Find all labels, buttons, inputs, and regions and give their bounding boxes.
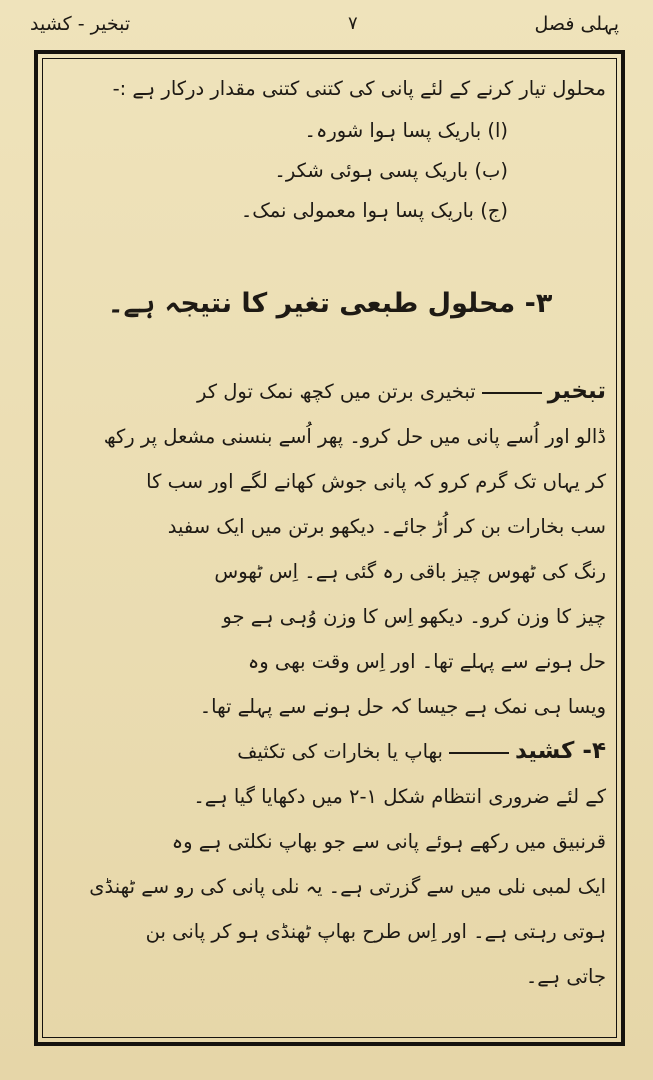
paragraph-line: کے لئے ضروری انتظام شکل ۱-۲ میں دکھایا گیا ہے۔ [193,785,606,808]
paragraph-line: بھاپ یا بخارات کی تکثیف [237,740,443,763]
paragraph-line: ہوتی رہتی ہے۔ اور اِس طرح بھاپ ٹھنڈی ہو کر پانی بن [145,920,606,943]
intro-line: محلول تیار کرنے کے لئے پانی کی کتنی کتنی مقدار درکار ہے :- [112,77,606,100]
paragraph-line: حل ہونے سے پہلے تھا۔ اور اِس وقت بھی وہ [247,650,606,673]
paragraph-line: ویسا ہی نمک ہے جیسا کہ حل ہونے سے پہلے تھا۔ [199,695,606,718]
tabkheer-paragraph-first-line [54,369,606,414]
page-number: ۷ [348,13,358,34]
running-title: تبخیر - کشید [30,13,131,35]
chapter-label: پہلی فصل [534,13,619,35]
paragraph-line: تبخیری برتن میں کچھ نمک تول کر [197,380,476,403]
kasheed-paragraph-first-line [54,729,606,774]
paragraph-line: ایک لمبی نلی میں سے گزرتی ہے۔ یہ نلی پانی کی رو سے ٹھنڈی [89,875,606,898]
paragraph-line: سب بخارات بن کر اُڑ جائے۔ دیکھو برتن میں ایک سفید [167,515,606,538]
paragraph-line: چیز کا وزن کرو۔ دیکھو اِس کا وزن وُہی ہے جو [222,605,606,628]
dash-rule [449,752,509,754]
paragraph-line: جاتی ہے۔ [525,965,606,988]
section-heading: ۳- محلول طبعی تغیر کا نتیجہ ہے۔ [107,288,553,319]
tabkheer-title: تبخیر [547,378,606,404]
list-item: (ب) باریک پسی ہوئی شکر۔ [274,159,508,182]
kasheed-title: ۴- کشید [514,738,606,764]
page-header [30,6,631,42]
paragraph-line: کر یہاں تک گرم کرو کہ پانی جوش کھانے لگے اور سب کا [146,470,606,493]
dash-rule [482,392,542,394]
paragraph-line: قرنبیق میں رکھے ہوئے پانی سے جو بھاپ نکلتی ہے وہ [171,830,606,853]
paragraph-line: ڈالو اور اُسے پانی میں حل کرو۔ پھر اُسے بنسنی مشعل پر رکھ [103,425,606,448]
list-item: (ا) باریک پسا ہوا شورہ۔ [304,119,508,142]
list-item: (ج) باریک پسا ہوا معمولی نمک۔ [240,199,508,222]
ingredient-list [54,111,606,231]
paragraph-line: رنگ کی ٹھوس چیز باقی رہ گئی ہے۔ اِس ٹھوس [214,560,606,583]
page-body [54,66,606,1032]
